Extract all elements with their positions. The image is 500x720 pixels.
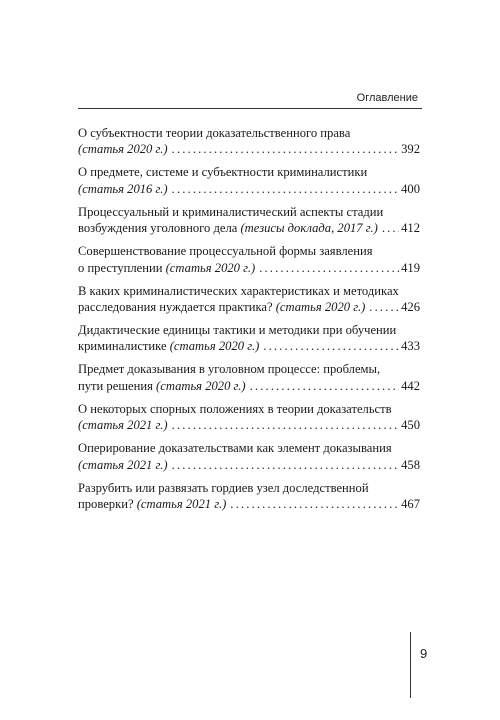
toc-entry-note: (статья 2021 г.) — [136, 497, 227, 512]
toc-entry-title-line: Дидактические единицы тактики и методики при обучении — [78, 323, 397, 338]
toc-entry-title-continuation: возбуждения уголовного дела — [78, 221, 238, 236]
dot-leader — [382, 220, 399, 236]
toc-entry-note: (статья 2016 г.) — [78, 181, 168, 196]
toc-entry — [78, 243, 420, 276]
table-of-contents — [78, 125, 420, 519]
toc-entry-note: (статья 2021 г.) — [78, 457, 168, 472]
dot-leader — [172, 457, 400, 473]
toc-entry — [78, 283, 420, 316]
toc-entry — [78, 204, 420, 237]
toc-entry-title-continuation: расследования нуждается практика? — [78, 300, 273, 315]
toc-entry-note: (статья 2021 г.) — [78, 418, 168, 433]
dot-leader — [259, 260, 399, 276]
dot-leader — [172, 181, 400, 197]
toc-entry-page: 442 — [401, 378, 420, 393]
toc-entry-note: (статья 2020 г.) — [169, 339, 260, 354]
toc-entry-page-line — [78, 457, 420, 473]
toc-entry — [78, 401, 420, 434]
toc-entry-title-continuation: криминалистике — [78, 339, 167, 354]
toc-entry-title-line: О некоторых спорных положениях в теории доказательств — [78, 401, 392, 416]
toc-entry-page-line — [78, 417, 420, 433]
toc-entry-note: (статья 2020 г.) — [165, 260, 256, 275]
footer-divider — [410, 632, 411, 698]
toc-entry-title-line: Разрубить или развязать гордиев узел доследственной — [78, 480, 369, 495]
toc-entry-title-line: Оперирование доказательствами как элемент доказывания — [78, 441, 392, 456]
dot-leader — [172, 417, 400, 433]
toc-entry-page: 458 — [401, 457, 420, 472]
toc-entry-note: (статья 2020 г.) — [275, 300, 366, 315]
toc-entry-page-line — [78, 181, 420, 197]
toc-entry-note: (тезисы доклада, 2017 г.) — [240, 221, 378, 236]
toc-entry-title-line: В каких криминалистических характеристиках и методиках — [78, 283, 399, 298]
toc-entry-title-continuation: о преступлении — [78, 260, 163, 275]
toc-entry-page: 392 — [401, 142, 420, 157]
toc-entry-page-line — [78, 220, 420, 236]
toc-entry — [78, 164, 420, 197]
toc-entry-title-line: О предмете, системе и субъектности криминалистики — [78, 165, 368, 180]
toc-entry-title-line: О субъектности теории доказательственного права — [78, 126, 351, 140]
toc-entry-page: 419 — [401, 260, 420, 275]
toc-entry — [78, 322, 420, 355]
toc-entry-page-line — [78, 260, 420, 276]
toc-entry — [78, 480, 420, 513]
dot-leader — [263, 338, 399, 354]
toc-entry-page: 412 — [401, 221, 420, 236]
dot-leader — [369, 299, 399, 315]
toc-entry-page-line — [78, 299, 420, 315]
toc-entry-note: (статья 2020 г.) — [156, 378, 246, 393]
toc-entry-title-line: Предмет доказывания в уголовном процессе: проблемы, — [78, 362, 381, 377]
header-divider — [78, 108, 422, 109]
toc-entry-page: 400 — [401, 181, 420, 196]
toc-entry — [78, 361, 420, 394]
section-title: Оглавление — [356, 92, 418, 104]
toc-entry-page: 433 — [401, 339, 420, 354]
toc-entry-page: 450 — [401, 418, 420, 433]
toc-entry-page-line — [78, 338, 420, 354]
toc-entry-title-continuation: проверки? — [78, 497, 134, 512]
toc-entry-page-line — [78, 378, 420, 394]
dot-leader — [250, 378, 399, 394]
toc-entry-title-line: Процессуальный и криминалистический аспекты стадии — [78, 204, 384, 219]
toc-entry-page-line — [78, 141, 420, 157]
toc-entry — [78, 125, 420, 158]
toc-entry-note: (статья 2020 г.) — [78, 142, 168, 157]
page-number: 9 — [420, 646, 428, 661]
toc-entry-title-continuation: пути решения — [78, 378, 153, 393]
toc-entry-title-line: Совершенствование процессуальной формы заявления — [78, 244, 373, 259]
toc-entry — [78, 440, 420, 473]
toc-entry-page: 467 — [401, 497, 420, 512]
dot-leader — [230, 496, 399, 512]
toc-entry-page-line — [78, 496, 420, 512]
dot-leader — [172, 141, 400, 157]
toc-entry-page: 426 — [401, 300, 420, 315]
